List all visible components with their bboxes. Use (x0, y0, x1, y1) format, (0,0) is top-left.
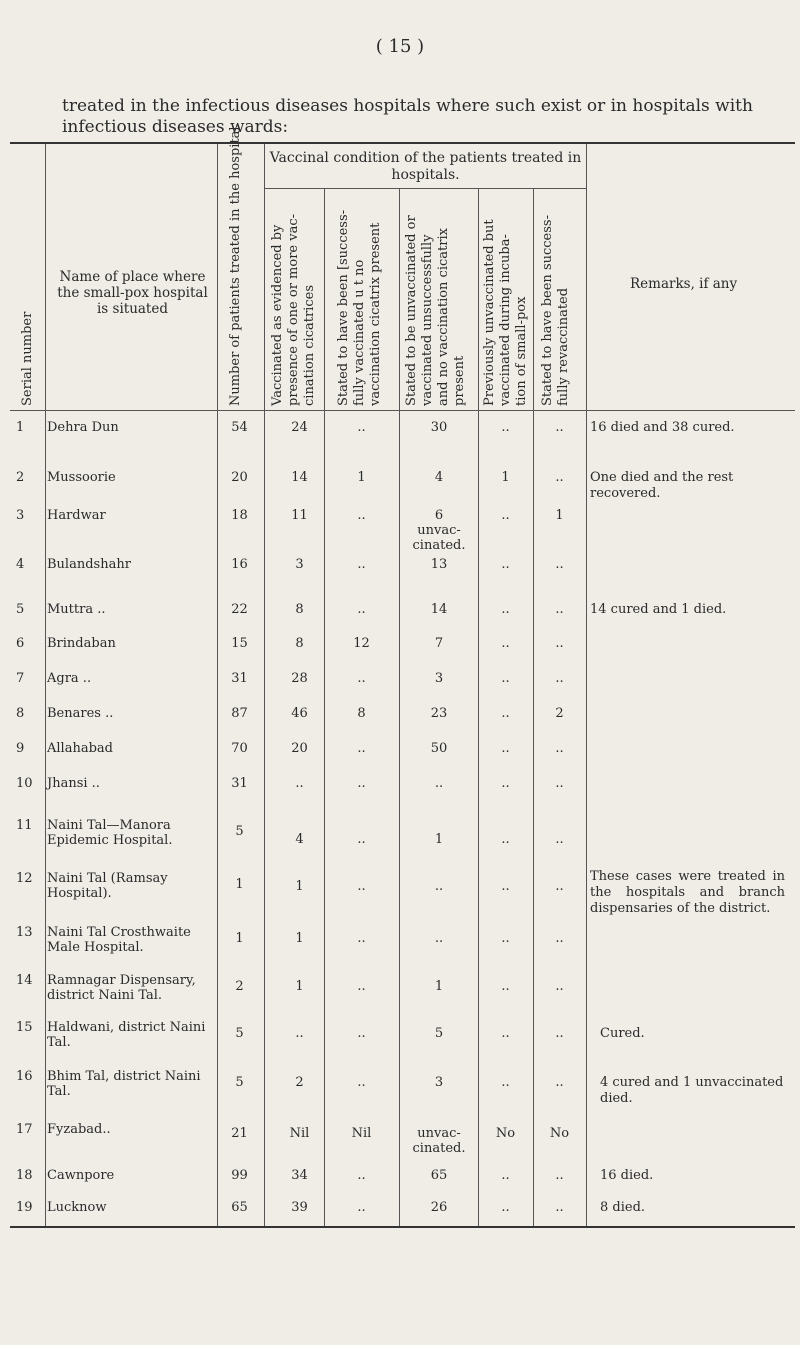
header-unvaccinated: Stated to be unvaccinated or vaccinated unsuccessfully and no vaccination cicatrix present (404, 215, 467, 406)
serial-cell: 2 (16, 470, 25, 485)
previously-cell: .. (501, 1075, 510, 1090)
header-stated-vaccinated: Stated to have been [success- fully vaccinated u t no vaccination cicatrix present (336, 209, 383, 406)
number-cell: 5 (235, 824, 244, 839)
revaccinated-cell: .. (555, 1200, 564, 1215)
number-cell: 21 (231, 1126, 248, 1141)
stated-vaccinated-cell: .. (357, 1075, 366, 1090)
header-previously-unvaccinated: Previously unvaccinated but vaccinated during incuba- tion of small-pox (482, 219, 529, 406)
intro-text: treated in the infectious diseases hospitals where such exist or in hospitals with infectious diseases wards: (62, 96, 753, 137)
revaccinated-cell: 1 (555, 508, 564, 523)
place-cell: Haldwani, district Naini Tal. (47, 1020, 206, 1050)
remarks-cell: 8 died. (600, 1200, 646, 1215)
previously-cell: .. (501, 420, 510, 435)
number-cell: 1 (235, 877, 244, 892)
revaccinated-cell: .. (555, 832, 564, 847)
place-cell: Jhansi .. (47, 776, 100, 791)
place-cell: Naini Tal (Ramsay Hospital). (47, 871, 168, 901)
serial-cell: 3 (16, 508, 25, 523)
place-cell: Lucknow (47, 1200, 107, 1215)
place-cell: Mussoorie (47, 470, 116, 485)
place-cell: Naini Tal Crosthwaite Male Hospital. (47, 925, 191, 955)
serial-cell: 4 (16, 557, 25, 572)
serial-cell: 10 (16, 776, 33, 791)
previously-cell: .. (501, 979, 510, 994)
header-number: Number of patients treated in the hospital (228, 126, 243, 406)
revaccinated-cell: .. (555, 636, 564, 651)
place-cell: Bulandshahr (47, 557, 131, 572)
serial-cell: 12 (16, 871, 33, 886)
vaccinated-cell: 34 (291, 1168, 308, 1183)
number-cell: 20 (231, 470, 248, 485)
vaccinated-cell: 46 (291, 706, 308, 721)
unvaccinated-cell: 3 (434, 1075, 444, 1090)
place-cell: Ramnagar Dispensary, district Naini Tal. (47, 973, 196, 1003)
previously-cell: .. (501, 671, 510, 686)
stated-vaccinated-cell: Nil (351, 1126, 372, 1141)
previously-cell: .. (501, 1026, 510, 1041)
previously-cell: .. (501, 706, 510, 721)
serial-cell: 13 (16, 925, 33, 940)
unvaccinated-cell: 50 (430, 741, 448, 756)
serial-cell: 18 (16, 1168, 33, 1183)
unvaccinated-cell: 13 (430, 557, 448, 572)
revaccinated-cell: No (549, 1126, 570, 1141)
place-cell: Dehra Dun (47, 420, 119, 435)
stated-vaccinated-cell: .. (357, 602, 366, 617)
header-place-name: Name of place where the small-pox hospital is situated (57, 269, 208, 317)
number-cell: 70 (231, 741, 248, 756)
number-cell: 1 (235, 931, 244, 946)
place-cell: Bhim Tal, district Naini Tal. (47, 1069, 201, 1099)
header-serial: Serial number (20, 311, 35, 406)
previously-cell: .. (501, 776, 510, 791)
number-cell: 31 (231, 671, 248, 686)
stated-vaccinated-cell: 12 (353, 636, 370, 651)
number-cell: 16 (231, 557, 248, 572)
place-cell: Fyzabad.. (47, 1122, 111, 1137)
revaccinated-cell: .. (555, 1075, 564, 1090)
stated-vaccinated-cell: 8 (357, 706, 366, 721)
place-cell: Agra .. (47, 671, 92, 686)
previously-cell: .. (501, 832, 510, 847)
stated-vaccinated-cell: .. (357, 832, 366, 847)
smallpox-hospital-table (10, 126, 795, 1228)
number-cell: 5 (235, 1026, 244, 1041)
unvaccinated-cell: unvac- cinated. (412, 1126, 466, 1156)
revaccinated-cell: .. (555, 420, 564, 435)
vaccinated-cell: 14 (291, 470, 308, 485)
unvaccinated-cell: .. (434, 879, 444, 894)
serial-cell: 16 (16, 1069, 33, 1084)
vaccinated-cell: 1 (295, 979, 304, 994)
number-cell: 22 (231, 602, 248, 617)
stated-vaccinated-cell: .. (357, 1168, 366, 1183)
revaccinated-cell: .. (555, 557, 564, 572)
number-cell: 31 (231, 776, 248, 791)
revaccinated-cell: .. (555, 776, 564, 791)
vaccinated-cell: 2 (295, 1075, 304, 1090)
vaccinated-cell: 3 (295, 557, 304, 572)
previously-cell: .. (501, 1168, 510, 1183)
stated-vaccinated-cell: .. (357, 879, 366, 894)
stated-vaccinated-cell: .. (357, 1200, 366, 1215)
unvaccinated-cell: .. (434, 931, 444, 946)
unvaccinated-cell: .. (434, 776, 444, 791)
revaccinated-cell: .. (555, 931, 564, 946)
previously-cell: .. (501, 879, 510, 894)
vaccinated-cell: 1 (295, 879, 304, 894)
stated-vaccinated-cell: .. (357, 508, 366, 523)
vaccinated-cell: 1 (295, 931, 304, 946)
stated-vaccinated-cell: .. (357, 557, 366, 572)
vaccinated-cell: 39 (291, 1200, 308, 1215)
unvaccinated-cell: 30 (430, 420, 448, 435)
remarks-cell: 16 died. (600, 1168, 654, 1183)
vaccinated-cell: 8 (295, 636, 304, 651)
number-cell: 18 (231, 508, 248, 523)
shared-remark: These cases were treated in the hospitals and branch dispensaries of the district. (590, 869, 785, 916)
stated-vaccinated-cell: .. (357, 420, 366, 435)
serial-cell: 15 (16, 1020, 33, 1035)
previously-cell: .. (501, 602, 510, 617)
header-vaccinated: Vaccinated as evidenced by presence of one or more vac- cination cicatrices (270, 213, 317, 406)
previously-cell: 1 (501, 470, 510, 485)
place-cell: Benares .. (47, 706, 114, 721)
number-cell: 65 (231, 1200, 248, 1215)
vaccinated-cell: 28 (291, 671, 308, 686)
place-cell: Cawnpore (47, 1168, 115, 1183)
vaccinated-cell: 11 (291, 508, 308, 523)
previously-cell: .. (501, 508, 510, 523)
remarks-cell: 4 cured and 1 unvaccinated died. (600, 1075, 784, 1106)
revaccinated-cell: .. (555, 879, 564, 894)
previously-cell: .. (501, 741, 510, 756)
remarks-cell: One died and the rest recovered. (590, 470, 734, 501)
revaccinated-cell: .. (555, 979, 564, 994)
number-cell: 99 (231, 1168, 248, 1183)
place-cell: Naini Tal—Manora Epidemic Hospital. (47, 818, 173, 848)
remarks-cell: 14 cured and 1 died. (590, 602, 727, 617)
place-cell: Brindaban (47, 636, 116, 651)
serial-cell: 11 (16, 818, 33, 833)
page-number: ( 15 ) (375, 36, 425, 57)
unvaccinated-cell: 1 (434, 979, 444, 994)
number-cell: 54 (231, 420, 248, 435)
unvaccinated-cell: 65 (430, 1168, 448, 1183)
header-vaccinal-group: Vaccinal condition of the patients treated in hospitals. (269, 150, 582, 183)
previously-cell: .. (501, 636, 510, 651)
serial-cell: 17 (16, 1122, 33, 1137)
vaccinated-cell: 8 (295, 602, 304, 617)
unvaccinated-cell: 7 (434, 636, 444, 651)
revaccinated-cell: .. (555, 671, 564, 686)
vaccinated-cell: 20 (291, 741, 308, 756)
revaccinated-cell: .. (555, 602, 564, 617)
serial-cell: 9 (16, 741, 25, 756)
previously-cell: No (495, 1126, 516, 1141)
stated-vaccinated-cell: .. (357, 1026, 366, 1041)
number-cell: 2 (235, 979, 244, 994)
serial-cell: 1 (16, 420, 25, 435)
unvaccinated-cell: 1 (434, 832, 444, 847)
previously-cell: .. (501, 557, 510, 572)
revaccinated-cell: .. (555, 1026, 564, 1041)
serial-cell: 14 (16, 973, 33, 988)
number-cell: 87 (231, 706, 248, 721)
vaccinated-cell: 4 (295, 832, 304, 847)
serial-cell: 7 (16, 671, 25, 686)
unvaccinated-cell: 5 (434, 1026, 444, 1041)
serial-cell: 19 (16, 1200, 33, 1215)
place-cell: Hardwar (47, 508, 106, 523)
remarks-cell: 16 died and 38 cured. (590, 420, 735, 435)
revaccinated-cell: 2 (555, 706, 564, 721)
stated-vaccinated-cell: 1 (357, 470, 366, 485)
number-cell: 15 (231, 636, 248, 651)
header-remarks: Remarks, if any (630, 276, 738, 292)
revaccinated-cell: .. (555, 741, 564, 756)
stated-vaccinated-cell: .. (357, 776, 366, 791)
unvaccinated-cell: 3 (434, 671, 444, 686)
vaccinated-cell: Nil (289, 1126, 310, 1141)
unvaccinated-cell: 6 unvac- cinated. (412, 508, 466, 553)
unvaccinated-cell: 26 (430, 1200, 448, 1215)
number-cell: 5 (235, 1075, 244, 1090)
stated-vaccinated-cell: .. (357, 931, 366, 946)
place-cell: Allahabad (47, 741, 113, 756)
vaccinated-cell: .. (295, 1026, 304, 1041)
stated-vaccinated-cell: .. (357, 979, 366, 994)
previously-cell: .. (501, 931, 510, 946)
vaccinated-cell: 24 (291, 420, 308, 435)
serial-cell: 6 (16, 636, 25, 651)
place-cell: Muttra .. (47, 602, 106, 617)
stated-vaccinated-cell: .. (357, 671, 366, 686)
unvaccinated-cell: 4 (434, 470, 444, 485)
serial-cell: 5 (16, 602, 25, 617)
header-success-revaccinated: Stated to have been success- fully revaccinated (540, 215, 571, 406)
serial-cell: 8 (16, 706, 25, 721)
stated-vaccinated-cell: .. (357, 741, 366, 756)
remarks-cell: Cured. (600, 1026, 645, 1041)
revaccinated-cell: .. (555, 470, 564, 485)
vaccinated-cell: .. (295, 776, 304, 791)
unvaccinated-cell: 23 (430, 706, 448, 721)
previously-cell: .. (501, 1200, 510, 1215)
unvaccinated-cell: 14 (430, 602, 448, 617)
revaccinated-cell: .. (555, 1168, 564, 1183)
